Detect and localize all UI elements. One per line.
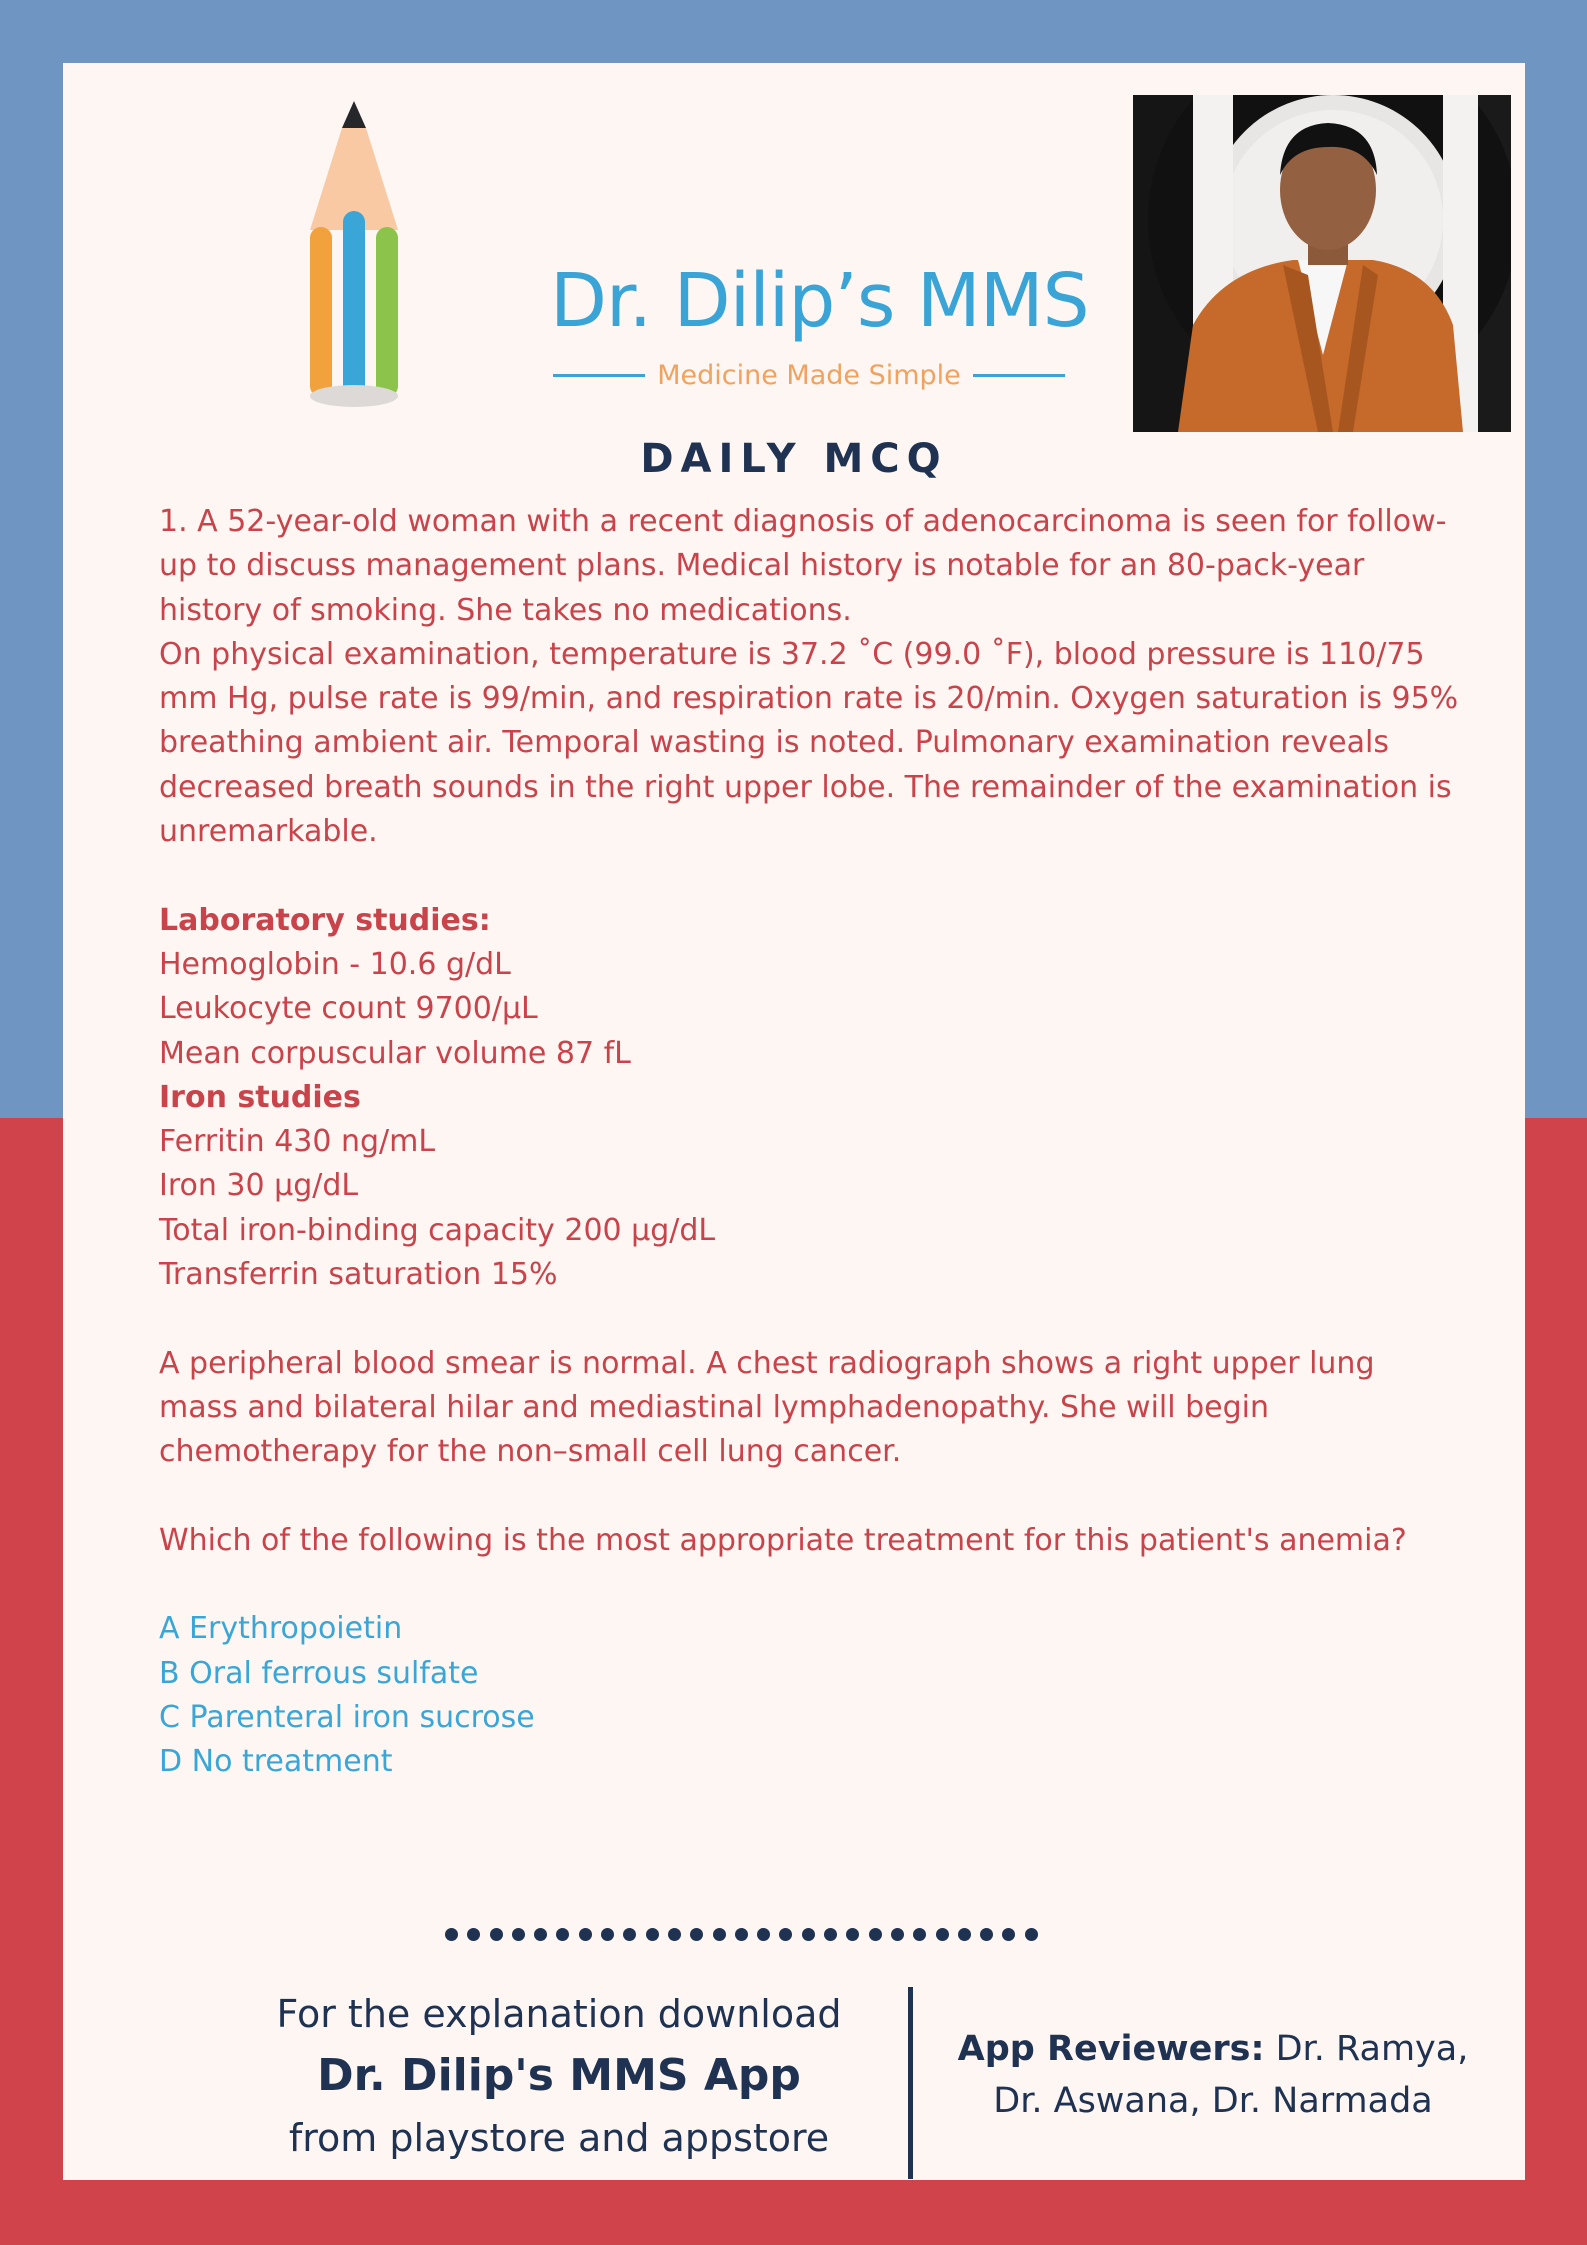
question-prompt: Which of the following is the most appropriate treatment for this patient's anemia? — [159, 1522, 1407, 1558]
reviewers-label: App Reviewers: — [957, 2029, 1265, 2069]
brand-logo — [243, 93, 1089, 413]
answer-option-d: D No treatment — [159, 1744, 393, 1780]
reviewers-names-a: Dr. Ramya, — [1264, 2029, 1469, 2069]
answer-option-c: C Parenteral iron sucrose — [159, 1700, 535, 1736]
brand-name: Dr. Dilip’s MMS — [550, 258, 1089, 344]
footer-vertical-divider — [908, 1987, 913, 2179]
tagline-rule-left — [553, 374, 645, 377]
footer-download-note — [159, 1983, 959, 2169]
footer-line-1: For the explanation download — [276, 1992, 842, 2036]
iron-item: Ferritin 430 ng/mL — [159, 1124, 436, 1160]
page-title: DAILY MCQ — [640, 436, 948, 482]
iron-studies-title: Iron studies — [159, 1079, 361, 1115]
lab-item: Leukocyte count 9700/µL — [159, 991, 538, 1027]
tagline-rule-right — [973, 374, 1065, 377]
lab-item: Hemoglobin - 10.6 g/dL — [159, 946, 511, 982]
lab-studies-title: Laboratory studies: — [159, 902, 491, 938]
footer-reviewers — [933, 2023, 1493, 2127]
smear-findings: A peripheral blood smear is normal. A chest radiograph shows a right upper lung mass and bilateral hilar and mediastinal lymphadenopathy. She will begin chemotherapy for the non–small cell lung cancer. — [159, 1345, 1375, 1470]
answer-option-a: A Erythropoietin — [159, 1611, 403, 1647]
footer-app-name: Dr. Dilip's MMS App — [317, 2050, 801, 2101]
question-body — [159, 500, 1459, 1785]
iron-item: Iron 30 µg/dL — [159, 1168, 359, 1204]
reviewers-names-b: Dr. Aswana, Dr. Narmada — [993, 2081, 1433, 2121]
reviewers-line-1 — [933, 2023, 1493, 2075]
iron-item: Transferrin saturation 15% — [159, 1257, 558, 1293]
brand-tagline-row — [553, 355, 1065, 395]
author-photo — [1133, 95, 1511, 432]
brand-tagline: Medicine Made Simple — [657, 359, 961, 391]
mcq-card — [63, 63, 1525, 2180]
answer-option-b: B Oral ferrous sulfate — [159, 1655, 479, 1691]
question-stem-history: 1. A 52-year-old woman with a recent diagnosis of adenocarcinoma is seen for follow-up to discuss management plans. Medical history is notable for an 80-pack-year history of smoking. She takes no medications. — [159, 504, 1447, 628]
dotted-divider — [445, 1928, 1038, 1948]
footer-line-3: from playstore and appstore — [288, 2116, 830, 2160]
lab-item: Mean corpuscular volume 87 fL — [159, 1035, 631, 1071]
portrait-image-icon — [1133, 95, 1511, 432]
question-stem-exam: On physical examination, temperature is 37.2 ˚C (99.0 ˚F), blood pressure is 110/75 mm Hg, pulse rate is 99/min, and respiration rate is 20/min. Oxygen saturation is 95% breathing ambient air. Temporal wasting is noted. Pulmonary examination reveals decreased breath sounds in the right upper lobe. The remainder of the examination is unremarkable. — [159, 636, 1459, 850]
iron-item: Total iron-binding capacity 200 µg/dL — [159, 1212, 716, 1248]
